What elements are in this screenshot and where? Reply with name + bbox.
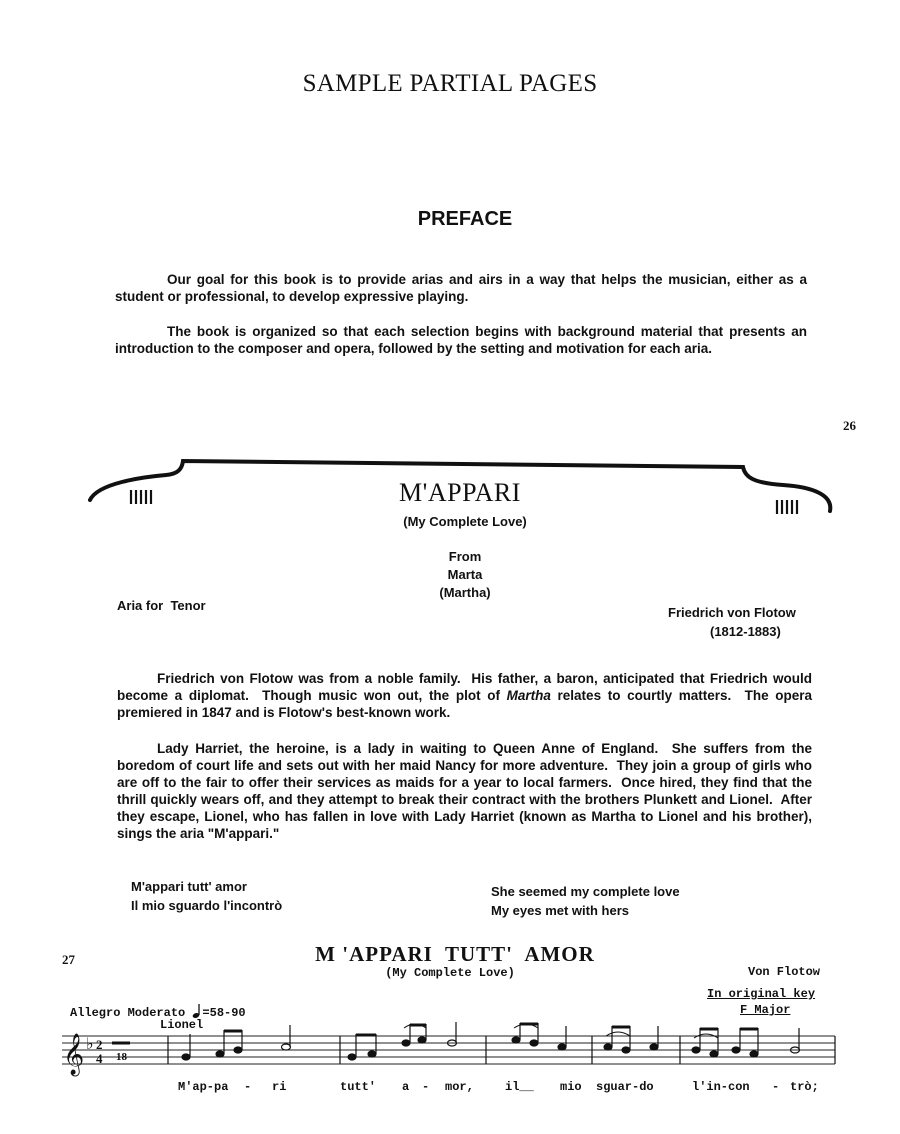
quarter-note-icon [192,1003,202,1019]
note [216,1051,224,1057]
note [710,1051,718,1057]
syllable: M'ap-pa [178,1080,229,1094]
score-composer: Von Flotow [748,965,821,979]
background-text: Friedrich von Flotow was from a noble family. His father, a baron, anticipated that Friedrich would become a diplomat. Though music won out, the plot of [117,671,816,703]
note [604,1044,612,1050]
lyric-line: My eyes met with hers [491,903,629,918]
syllable: mio [560,1080,582,1094]
note [402,1040,410,1046]
flat-sign-icon: ♭ [86,1034,94,1053]
setting-paragraph: Lady Harriet, the heroine, is a lady in waiting to Queen Anne of England. She suffers from the boredom of court life and sets out with her maid Nancy for more adventure. They join a group of girls who are off to the fair to offer their services as maids for a year to local farmers. Once hired, they find that the thrill quickly wears off, and they attempt to break their contract with the brothers Plunkett and Lionel. After they escape, Lionel, who has fallen in love with Lady Harriet (known as Martha to Lionel and his brother), sings the aria "M'appari." [117,741,816,841]
syllable: mor, [445,1080,474,1094]
treble-clef-icon: 𝄞 [63,1034,85,1075]
character-name: Lionel [160,1018,204,1032]
background-paragraph [117,670,816,721]
opera-title-emphasis: Martha [506,688,551,703]
composer-dates: (1812-1883) [710,624,781,639]
background-text: relates to courtly matters. The opera premiered in 1847 and is Flotow's best-known work. [117,688,816,720]
note [530,1040,538,1046]
rest-count: 18 [116,1051,127,1063]
note [692,1047,700,1053]
syllable: tutt' [340,1080,377,1094]
score-subtitle: (My Complete Love) [385,966,515,980]
note [348,1054,356,1060]
time-signature-top: 2 [96,1037,103,1052]
syllable: - [772,1080,780,1094]
voice-type: Aria for Tenor [117,598,206,613]
half-note [282,1044,291,1050]
opera-name: Marta [447,567,483,582]
syllable: trò; [790,1080,819,1094]
syllable: il__ [505,1080,534,1094]
note [418,1037,426,1043]
tempo-marking [70,1003,246,1020]
lyric-line: She seemed my complete love [491,884,680,899]
page-title: SAMPLE PARTIAL PAGES [302,70,598,97]
note [512,1037,520,1043]
note [750,1051,758,1057]
note [558,1044,566,1050]
syllable: ri [272,1080,287,1094]
preface-heading: PREFACE [417,208,513,230]
page-number: 26 [843,418,856,433]
note [650,1044,658,1050]
syllable: - [244,1080,252,1094]
composer-name: Friedrich von Flotow [668,605,796,620]
note [182,1054,190,1060]
time-signature-bottom: 4 [96,1051,103,1066]
preface-paragraph: The book is organized so that each selection begins with background material that presents an introduction to the composer and opera, followed by the setting and motivation for each aria. [115,324,807,356]
syllable: a [402,1080,410,1094]
key-note-line1: In original key [707,987,816,1001]
note [234,1047,242,1053]
lyrics-italian [131,877,282,915]
lyric-line: M'appari tutt' amor [131,879,247,894]
note [732,1047,740,1053]
score-title: M 'APPARI TUTT' AMOR [315,942,595,966]
notes [182,1022,800,1060]
syllable: - [422,1080,430,1094]
page-number: 27 [62,952,75,967]
syllable: l'in-con [692,1080,750,1094]
opera-english-name: (Martha) [439,585,491,600]
lyrics-english [491,882,680,920]
syllable: sguar-do [596,1080,654,1094]
key-note-line2: F Major [740,1003,791,1017]
preface-paragraph: Our goal for this book is to provide arias and airs in a way that helps the musician, either as a student or professional, to develop expressive playing. [115,272,807,304]
aria-subtitle: (My Complete Love) [403,514,527,529]
note [622,1047,630,1053]
tempo-value: =58-90 [202,1006,246,1020]
tempo-text: Allegro Moderato [70,1006,186,1020]
lyric-line: Il mio sguardo l'incontrò [131,898,283,913]
from-label: From [448,549,482,564]
note [368,1051,376,1057]
opera-source [0,548,900,602]
aria-title: M'APPARI [399,478,521,507]
